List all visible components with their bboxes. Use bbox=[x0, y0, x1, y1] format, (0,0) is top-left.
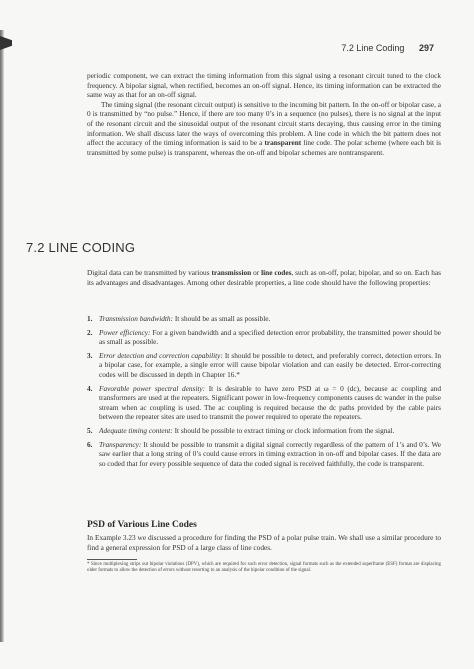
list-item bbox=[87, 426, 441, 436]
properties-list bbox=[87, 314, 441, 472]
list-item-text: For a given bandwidth and a specified detection error probability, the transmitted power should be as small as possible. bbox=[99, 327, 441, 347]
intro-p2-part-a: The timing signal (the resonant circuit output) is sensitive to the incoming bit pattern. In the on-off or bipolar case, a 0 is transmitted by “no pulse.” Hence, if there are too many 0’s in a sequence (no pulses), there is no signal at the input of the resonant circuit and the sinusoidal output of the resonant circuit starts decaying, thus causing error in the timing information. We shall discuss later the ways of overcoming this problem. A line code in which the bit pattern does not affect the accuracy of the timing information is said to be a bbox=[87, 99, 441, 148]
header-section-title: 7.2 Line Coding bbox=[341, 43, 405, 53]
section-para-bold-2: line codes bbox=[261, 268, 292, 277]
section-para-part-b: , such as on-off, polar, bipolar, and so on. Each has its advantages and disadvantages. Among other desirable properties, a line code should have the following properties: bbox=[87, 268, 441, 287]
psd-paragraph: In Example 3.23 we discussed a procedure for finding the PSD of a polar pulse train. We shall use a similar procedure to find a general expression for PSD of a large class of line codes. bbox=[87, 533, 441, 552]
list-item-number: 2. bbox=[87, 327, 93, 337]
list-item-title: Transparency: bbox=[99, 439, 142, 449]
list-item bbox=[87, 351, 441, 380]
footnote: * Since multiplexing strips out bipolar violations (DPV), which are required for such error detection, signal formats such as the extended superframe (ESF) format are displacing older formats to allow the detection of errors without resorting to an analysis of the bipolar condition of the signal. bbox=[87, 562, 441, 574]
list-item bbox=[87, 440, 441, 469]
list-item bbox=[87, 314, 441, 324]
list-item-text: It should be as small as possible. bbox=[173, 314, 271, 323]
list-item-number: 6. bbox=[87, 439, 93, 449]
list-item bbox=[87, 328, 441, 347]
list-item-text: It is desirable to have zero PSD at ω = 0 (dc), because ac coupling and transformers are used at the repeaters. Significant power in low-frequency components causes dc wander in the pulse stream when ac coupling is used. The ac coupling is required because the dc paths provided by the cable pairs between the repeater sites are used to transmit the power required to operate the repeaters. bbox=[99, 383, 441, 422]
section-para-bold-1: transmission bbox=[211, 268, 252, 277]
section-intro-paragraph bbox=[87, 268, 441, 287]
section-heading: 7.2 LINE CODING bbox=[26, 240, 136, 255]
list-item bbox=[87, 384, 441, 422]
section-para-part-a: Digital data can be transmitted by various bbox=[87, 268, 212, 277]
section-para-mid: or bbox=[251, 268, 262, 277]
list-item-text: It should be possible to extract timing or clock information from the signal. bbox=[172, 425, 395, 435]
list-item-number: 3. bbox=[87, 350, 93, 360]
list-item-number: 4. bbox=[87, 383, 93, 393]
running-header bbox=[341, 43, 434, 53]
list-item-title: Transmission bandwidth: bbox=[99, 314, 173, 323]
footnote-rule bbox=[87, 559, 137, 560]
list-item-text: It should be possible to transmit a digital signal correctly regardless of the pattern of 1’s and 0’s. We saw earlier that a long string of 0’s could cause errors in timing extraction in on-off and bipolar cases. If the data are so coded that for every possible sequence of data the coded signal is received faithfully, the code is transparent. bbox=[99, 439, 441, 468]
binding-mark bbox=[0, 36, 12, 50]
list-item-text: It should be possible to detect, and preferably correct, detection errors. In a bipolar case, for example, a single error will cause bipolar violation and can easily be detected. Error-correcting codes will be discussed in depth in Chapter 16.* bbox=[99, 350, 441, 379]
intro-paragraph-2 bbox=[87, 100, 441, 158]
list-item-number: 5. bbox=[87, 425, 93, 435]
list-item-title: Power efficiency: bbox=[99, 327, 151, 337]
intro-p2-part-b: line code. The polar scheme (where each bit is transmitted by some pulse) is transparent, whereas the on-off and bipolar schemes are nontransparent. bbox=[87, 138, 442, 157]
intro-p2-bold-term: transparent bbox=[264, 138, 302, 148]
list-item-number: 1. bbox=[87, 314, 93, 323]
page-spine-shadow bbox=[0, 30, 4, 642]
list-item-title: Error detection and correction capability: bbox=[99, 350, 223, 360]
psd-subheading: PSD of Various Line Codes bbox=[87, 520, 197, 530]
intro-paragraph-1: periodic component, we can extract the timing information from this signal using a resonant circuit tuned to the clock frequency. A bipolar signal, when rectified, becomes an on-off signal. Hence, its timing information can be extracted the same way as that for an on-off signal. bbox=[87, 71, 441, 100]
list-item-title: Adequate timing content: bbox=[99, 425, 173, 435]
page-number: 297 bbox=[418, 43, 434, 53]
intro-text bbox=[87, 71, 441, 157]
list-item-title: Favorable power spectral density: bbox=[99, 383, 206, 393]
